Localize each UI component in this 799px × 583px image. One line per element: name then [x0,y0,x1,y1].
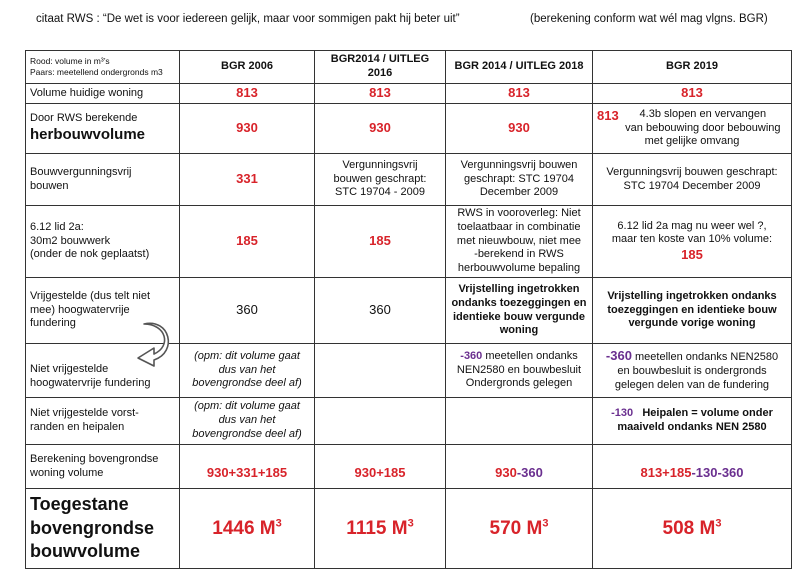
value-cell: 813 [315,84,446,104]
value-cell: 930 [315,104,446,154]
table-row [26,445,792,489]
value-cell: 6.12 lid 2a mag nu weer wel ?, maar ten koste van 10% volume: 185 [593,206,792,278]
header-bgr2014-2016: BGR2014 / UITLEG 2016 [315,51,446,84]
value-cell: (opm: dit volume gaat dus van het bovengrondse deel af) [180,398,315,445]
value-cell: 813+185-130-360 [593,445,792,489]
value-cell: Vergunningsvrij bouwen geschrapt: STC 19704 - 2009 [315,154,446,206]
legend-purple: Paars: meetellend ondergronds m3 [30,67,163,77]
legend-cell [26,51,180,84]
value-cell [315,398,446,445]
header-bgr2006: BGR 2006 [180,51,315,84]
value-cell: 360 [180,278,315,344]
value-cell: -360 meetellen ondanks NEN2580 en bouwbesluit Ondergronds gelegen [446,344,593,398]
value-cell: 930+331+185 [180,445,315,489]
row-label: 6.12 lid 2a: 30m2 bouwwerk (onder de nok geplaatst) [26,206,180,278]
table-row [26,154,792,206]
total-value: 1115 $M^3$ [315,489,446,569]
row-label: Door RWS berekende herbouwvolume [26,104,180,154]
quote-text: citaat RWS : “De wet is voor iedereen gelijk, maar voor sommigen pakt hij beter uit” [36,13,460,25]
value-cell [446,398,593,445]
value-cell: Vrijstelling ingetrokken ondanks toezeggingen en identieke bouw vergunde vorige woning [593,278,792,344]
row-label: Niet vrijgestelde hoogwatervrije fundering [26,344,180,398]
total-value: 1446 $M^3$ [180,489,315,569]
value-cell: Vergunningsvrij bouwen geschrapt: STC 19704 December 2009 [593,154,792,206]
value-cell: 930+185 [315,445,446,489]
value-cell: 930 [446,104,593,154]
table-row [26,104,792,154]
value-cell: 813 [180,84,315,104]
row-label: Berekening bovengrondse woning volume [26,445,180,489]
row-label: Vrijgestelde (dus telt niet mee) hoogwatervrije fundering [26,278,180,344]
table-row [26,398,792,445]
header-bgr2014-2018: BGR 2014 / UITLEG 2018 [446,51,593,84]
curved-arrow-icon [128,320,176,368]
value-cell: 813 [593,84,792,104]
legend-red: Rood: volume in m³’s [30,55,110,66]
value-cell: 360 [315,278,446,344]
header-bgr2019: BGR 2019 [593,51,792,84]
comparison-table [25,50,792,569]
value-cell: 813 [446,84,593,104]
table-row [26,206,792,278]
row-label: Bouwvergunningsvrij bouwen [26,154,180,206]
value-cell [315,344,446,398]
value-cell: Vergunningsvrij bouwen geschrapt: STC 19704 December 2009 [446,154,593,206]
value-cell: Vrijstelling ingetrokken ondanks toezeggingen en identieke bouw vergunde woning [446,278,593,344]
value-cell: 813 4.3b slopen en vervangen van bebouwing door bebouwing met gelijke omvang [593,104,792,154]
value-cell: 930 [180,104,315,154]
total-value: 508 $M^3$ [593,489,792,569]
value-cell: -360 meetellen ondanks NEN2580 en bouwbesluit is ondergronds gelegen delen van de fundering [593,344,792,398]
value-cell: -130 Heipalen = volume onder maaiveld ondanks NEN 2580 [593,398,792,445]
row-label: Toegestane bovengrondse bouwvolume [26,489,180,569]
row-label: Volume huidige woning [26,84,180,104]
total-value: 570 $M^3$ [446,489,593,569]
value-cell: RWS in vooroverleg: Niet toelaatbaar in combinatie met nieuwbouw, niet mee -berekend in RWS herbouwvolume bepaling [446,206,593,278]
table-row [26,84,792,104]
calculation-note: (berekening conform wat wél mag vlgns. BGR) [530,13,768,25]
value-cell: 185 [315,206,446,278]
value-cell: (opm: dit volume gaat dus van het bovengrondse deel af) [180,344,315,398]
header-row [26,51,792,84]
value-cell: 331 [180,154,315,206]
value-cell: 930-360 [446,445,593,489]
value-cell: 185 [180,206,315,278]
row-label: Niet vrijgestelde vorst- randen en heipalen [26,398,180,445]
table-row-total [26,489,792,569]
